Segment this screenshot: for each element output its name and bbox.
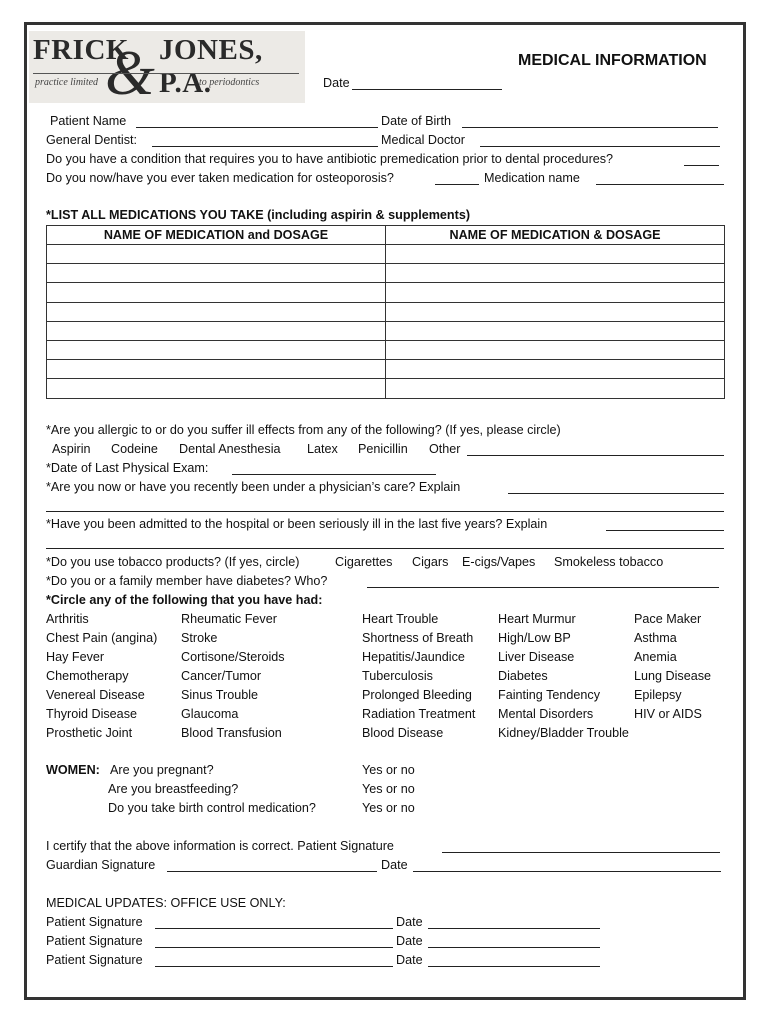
medications-heading: *LIST ALL MEDICATIONS YOU TAKE (including aspirin & supplements) — [46, 208, 471, 222]
condition-item[interactable]: Thyroid Disease — [46, 707, 137, 721]
patient-name-label: Patient Name — [50, 114, 127, 128]
medication-row — [47, 321, 725, 340]
tobacco-question: *Do you use tobacco products? (If yes, circle) — [46, 555, 300, 569]
physician-care-field[interactable] — [508, 493, 724, 494]
tobacco-option-cigarettes[interactable]: Cigarettes — [335, 555, 393, 569]
medication-cell[interactable] — [47, 360, 386, 379]
medication-cell[interactable] — [386, 379, 725, 398]
medical-doctor-label: Medical Doctor — [381, 133, 465, 147]
medication-row — [47, 264, 725, 283]
logo-tagline-right: to periodontics — [199, 77, 260, 88]
medication-cell[interactable] — [386, 283, 725, 302]
women-label: WOMEN: — [46, 763, 100, 777]
condition-item[interactable]: Glaucoma — [181, 707, 239, 721]
osteoporosis-question: Do you now/have you ever taken medication for osteoporosis? — [46, 171, 394, 185]
condition-item[interactable]: Epilepsy — [634, 688, 682, 702]
update-signature-label: Patient Signature — [46, 934, 143, 948]
logo-rule — [33, 73, 299, 74]
condition-item[interactable]: Venereal Disease — [46, 688, 145, 702]
medication-cell[interactable] — [47, 340, 386, 359]
update-date-label: Date — [396, 915, 423, 929]
condition-item[interactable]: Hay Fever — [46, 650, 105, 664]
condition-item[interactable]: HIV or AIDS — [634, 707, 702, 721]
date-label: Date — [323, 76, 350, 90]
medications-col-2-header: NAME OF MEDICATION & DOSAGE — [386, 226, 725, 245]
update-date-label: Date — [396, 934, 423, 948]
condition-item[interactable]: Arthritis — [46, 612, 89, 626]
medication-cell[interactable] — [47, 379, 386, 398]
condition-item[interactable]: Cancer/Tumor — [181, 669, 262, 683]
condition-item[interactable]: Tuberculosis — [362, 669, 433, 683]
condition-item[interactable]: Anemia — [634, 650, 677, 664]
physician-care-field-2[interactable] — [46, 511, 724, 512]
physician-care-question: *Are you now or have you recently been under a physician’s care? Explain — [46, 480, 461, 494]
medication-row — [47, 302, 725, 321]
condition-item[interactable]: Heart Murmur — [498, 612, 576, 626]
medication-cell[interactable] — [386, 245, 725, 264]
allergy-option-latex[interactable]: Latex — [307, 442, 338, 456]
condition-item[interactable]: Liver Disease — [498, 650, 575, 664]
allergy-option-penicillin[interactable]: Penicillin — [358, 442, 408, 456]
allergy-option-codeine[interactable]: Codeine — [111, 442, 158, 456]
birth-control-answer[interactable]: Yes or no — [362, 801, 415, 815]
logo-name-left: FRICK — [33, 34, 129, 66]
condition-item[interactable]: High/Low BP — [498, 631, 571, 645]
medication-cell[interactable] — [47, 321, 386, 340]
update-signature-label: Patient Signature — [46, 915, 143, 929]
hospital-field[interactable] — [606, 530, 724, 531]
certify-statement: I certify that the above information is correct. Patient Signature — [46, 839, 394, 853]
condition-item[interactable]: Sinus Trouble — [181, 688, 259, 702]
medication-cell[interactable] — [47, 264, 386, 283]
premedication-field[interactable] — [684, 165, 719, 166]
logo-tagline-left: practice limited — [35, 77, 99, 88]
medication-cell[interactable] — [47, 245, 386, 264]
medication-row — [47, 283, 725, 302]
medications-col-1-header: NAME OF MEDICATION and DOSAGE — [47, 226, 386, 245]
allergy-option-dental-anesthesia[interactable]: Dental Anesthesia — [179, 442, 281, 456]
condition-item[interactable]: Diabetes — [498, 669, 548, 683]
medication-cell[interactable] — [386, 264, 725, 283]
condition-item[interactable]: Shortness of Breath — [362, 631, 474, 645]
patient-signature-field[interactable] — [442, 852, 720, 853]
date-field[interactable] — [352, 89, 502, 90]
medication-row — [47, 379, 725, 398]
form-title: MEDICAL INFORMATION — [518, 52, 707, 69]
condition-item[interactable]: Chemotherapy — [46, 669, 129, 683]
breastfeeding-question: Are you breastfeeding? — [108, 782, 239, 796]
pregnant-answer[interactable]: Yes or no — [362, 763, 415, 777]
condition-item[interactable]: Chest Pain (angina) — [46, 631, 158, 645]
allergy-option-other[interactable]: Other — [429, 442, 461, 456]
conditions-heading: *Circle any of the following that you have had: — [46, 593, 323, 607]
condition-item[interactable]: Blood Disease — [362, 726, 444, 740]
condition-item[interactable]: Heart Trouble — [362, 612, 439, 626]
practice-logo — [29, 31, 305, 108]
allergy-question: *Are you allergic to or do you suffer ill effects from any of the following? (If yes, please circle) — [46, 423, 561, 437]
condition-item[interactable]: Fainting Tendency — [498, 688, 600, 702]
hospital-field-2[interactable] — [46, 548, 724, 549]
diabetes-field[interactable] — [367, 587, 719, 588]
update-date-field[interactable] — [428, 928, 600, 929]
update-signature-field[interactable] — [155, 947, 393, 948]
osteoporosis-field[interactable] — [435, 184, 479, 185]
medication-name-field[interactable] — [596, 184, 724, 185]
condition-item[interactable]: Stroke — [181, 631, 218, 645]
medication-cell[interactable] — [47, 302, 386, 321]
condition-item[interactable]: Asthma — [634, 631, 677, 645]
general-dentist-field[interactable] — [152, 146, 378, 147]
update-date-label: Date — [396, 953, 423, 967]
medication-name-label: Medication name — [484, 171, 580, 185]
update-date-field[interactable] — [428, 947, 600, 948]
dob-field[interactable] — [462, 127, 718, 128]
update-signature-field[interactable] — [155, 928, 393, 929]
premedication-question: Do you have a condition that requires you to have antibiotic premedication prior to dental procedures? — [46, 152, 614, 166]
guardian-signature-label: Guardian Signature — [46, 858, 156, 872]
dob-label: Date of Birth — [381, 114, 451, 128]
condition-item[interactable]: Cortisone/Steroids — [181, 650, 285, 664]
update-signature-label: Patient Signature — [46, 953, 143, 967]
medication-cell[interactable] — [386, 302, 725, 321]
tobacco-option-ecigs[interactable]: E-cigs/Vapes — [462, 555, 536, 569]
medications-table — [46, 225, 725, 399]
condition-item[interactable]: Radiation Treatment — [362, 707, 476, 721]
breastfeeding-answer[interactable]: Yes or no — [362, 782, 415, 796]
condition-item[interactable]: Hepatitis/Jaundice — [362, 650, 465, 664]
update-date-field[interactable] — [428, 966, 600, 967]
condition-item[interactable]: Blood Transfusion — [181, 726, 282, 740]
pregnant-question: Are you pregnant? — [110, 763, 214, 777]
logo-name-right: JONES, P.A. — [159, 34, 263, 99]
allergy-option-aspirin[interactable]: Aspirin — [52, 442, 91, 456]
medication-cell[interactable] — [386, 321, 725, 340]
condition-item[interactable]: Prolonged Bleeding — [362, 688, 472, 702]
medication-cell[interactable] — [386, 360, 725, 379]
update-signature-field[interactable] — [155, 966, 393, 967]
medication-cell[interactable] — [386, 340, 725, 359]
tobacco-option-cigars[interactable]: Cigars — [412, 555, 449, 569]
medical-updates-heading: MEDICAL UPDATES: OFFICE USE ONLY: — [46, 896, 286, 910]
physical-exam-label: *Date of Last Physical Exam: — [46, 461, 209, 475]
medication-row — [47, 245, 725, 264]
condition-item[interactable]: Kidney/Bladder Trouble — [498, 726, 629, 740]
medication-cell[interactable] — [47, 283, 386, 302]
guardian-date-field[interactable] — [413, 871, 721, 872]
condition-item[interactable]: Rheumatic Fever — [181, 612, 277, 626]
tobacco-option-smokeless[interactable]: Smokeless tobacco — [554, 555, 664, 569]
diabetes-question: *Do you or a family member have diabetes? Who? — [46, 574, 328, 588]
medication-row — [47, 340, 725, 359]
allergy-other-field[interactable] — [467, 455, 724, 456]
medical-doctor-field[interactable] — [480, 146, 720, 147]
condition-item[interactable]: Lung Disease — [634, 669, 712, 683]
general-dentist-label: General Dentist: — [46, 133, 137, 147]
logo-ampersand: & — [105, 37, 155, 108]
condition-item[interactable]: Pace Maker — [634, 612, 702, 626]
hospital-question: *Have you been admitted to the hospital or been seriously ill in the last five years? Explain — [46, 517, 548, 531]
guardian-date-label: Date — [381, 858, 408, 872]
condition-item[interactable]: Mental Disorders — [498, 707, 594, 721]
patient-name-field[interactable] — [136, 127, 378, 128]
guardian-signature-field[interactable] — [167, 871, 377, 872]
physical-exam-field[interactable] — [232, 474, 436, 475]
condition-item[interactable]: Prosthetic Joint — [46, 726, 133, 740]
medication-row — [47, 360, 725, 379]
birth-control-question: Do you take birth control medication? — [108, 801, 316, 815]
